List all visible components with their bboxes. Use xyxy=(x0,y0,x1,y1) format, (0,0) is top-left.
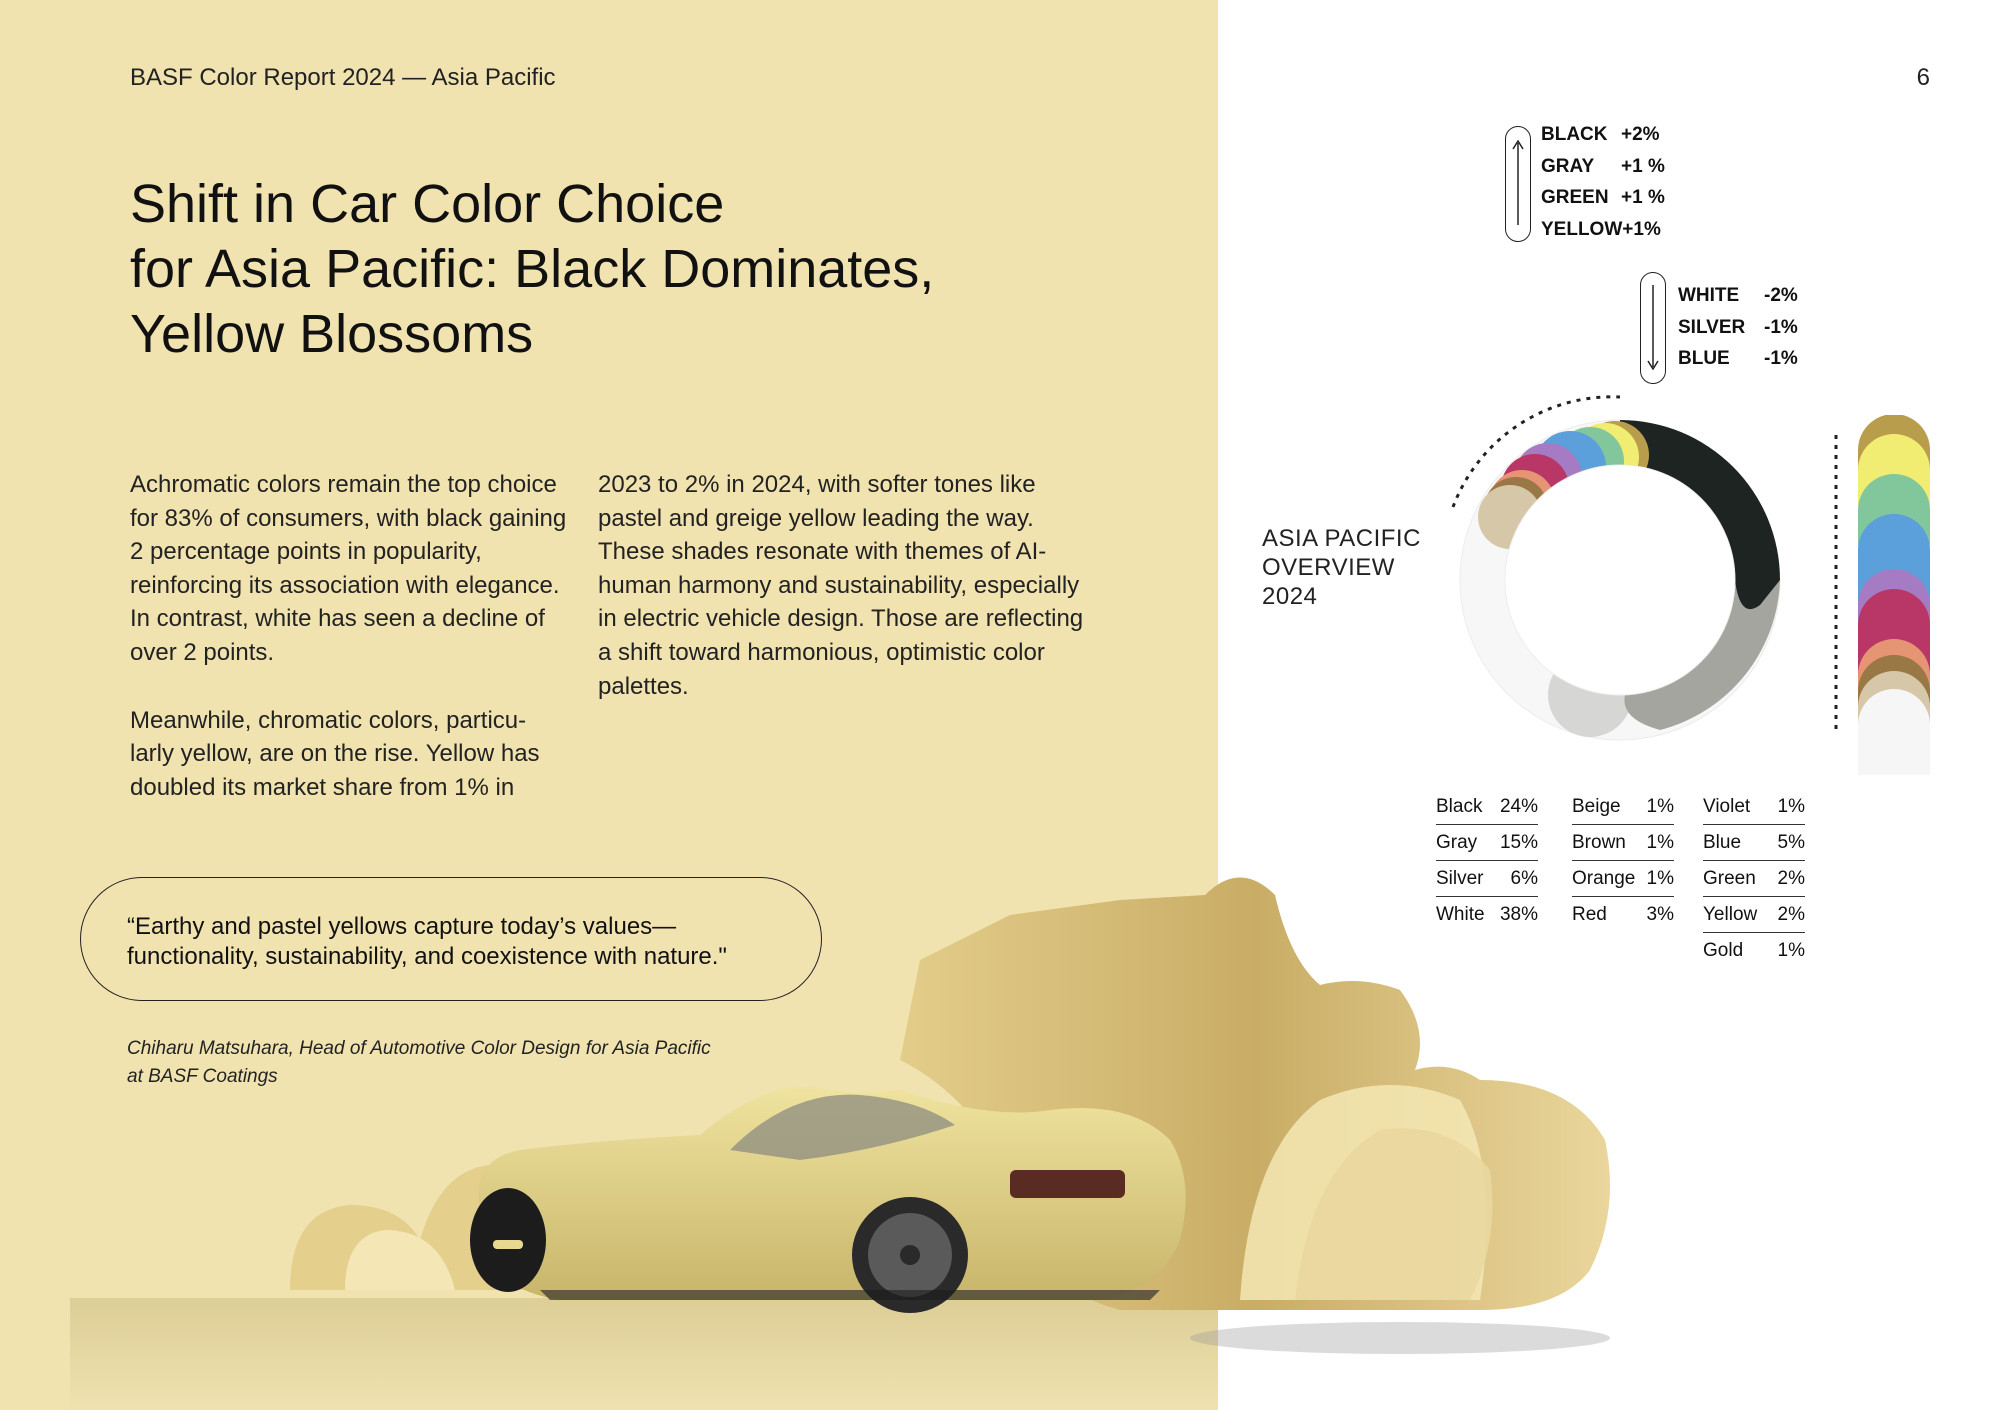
stat-color-name: White xyxy=(1436,904,1485,925)
trend-row xyxy=(1541,187,1665,219)
stat-color-name: Beige xyxy=(1572,796,1621,817)
stat-value: 1% xyxy=(1777,796,1805,817)
trend-down-bracket xyxy=(1640,272,1666,384)
trend-change: +2% xyxy=(1621,124,1660,145)
stat-color-name: Red xyxy=(1572,904,1607,925)
trend-name: YELLOW xyxy=(1541,218,1623,240)
stat-row xyxy=(1703,896,1805,933)
stat-value: 1% xyxy=(1646,832,1674,853)
stat-color-name: Green xyxy=(1703,868,1756,889)
stat-color-name: Gray xyxy=(1436,832,1478,853)
stat-color-name: Black xyxy=(1436,796,1483,817)
trend-row xyxy=(1541,219,1665,251)
stat-value: 1% xyxy=(1646,796,1674,817)
pull-quote xyxy=(80,877,822,1001)
trend-name: BLACK xyxy=(1541,124,1608,145)
overview-label-line: 2024 xyxy=(1262,583,1318,610)
attribution-line: at BASF Coatings xyxy=(127,1066,278,1087)
stat-row xyxy=(1436,788,1538,825)
trend-row xyxy=(1541,124,1665,156)
quote-line: functionality, sustainability, and coexistence with nature." xyxy=(127,943,727,970)
stat-row xyxy=(1572,824,1674,861)
stat-value: 38% xyxy=(1499,904,1538,925)
trend-row xyxy=(1541,156,1665,188)
stat-value: 15% xyxy=(1499,832,1538,853)
stat-value: 2% xyxy=(1777,904,1805,925)
stat-row xyxy=(1436,860,1538,897)
headline-line: for Asia Pacific: Black Dominates, xyxy=(130,239,935,299)
body-column-2 xyxy=(598,468,1098,737)
trend-change: +1 % xyxy=(1621,155,1665,177)
stat-value: 2% xyxy=(1777,868,1805,889)
trend-change: -1% xyxy=(1764,316,1798,338)
trend-up-bracket xyxy=(1505,126,1531,242)
trend-name: SILVER xyxy=(1678,316,1746,338)
stat-color-name: Gold xyxy=(1703,940,1744,961)
stat-color-name: Blue xyxy=(1703,832,1742,853)
stat-value: 1% xyxy=(1646,868,1674,889)
quote-attribution xyxy=(127,1035,767,1091)
trend-row xyxy=(1678,317,1798,349)
color-stack-legend xyxy=(1828,415,1938,785)
stat-row xyxy=(1572,896,1674,932)
stat-color-name: Orange xyxy=(1572,868,1636,889)
trend-change: +1 % xyxy=(1621,187,1665,208)
trend-up-list xyxy=(1541,124,1665,250)
page-number: 6 xyxy=(1916,64,1930,91)
stack-white xyxy=(1858,689,1930,775)
trend-name: GREEN xyxy=(1541,187,1609,208)
attribution-line: Chiharu Matsuhara, Head of Automotive Color Design for Asia Pacific xyxy=(127,1038,711,1059)
stat-value: 1% xyxy=(1777,940,1805,961)
body-column-1 xyxy=(130,468,570,838)
trend-down-list xyxy=(1678,285,1798,380)
stat-value: 6% xyxy=(1510,868,1538,889)
stat-color-name: Silver xyxy=(1436,868,1484,889)
arrow-up-icon xyxy=(1506,127,1530,240)
trend-name: BLUE xyxy=(1678,348,1730,369)
stat-row xyxy=(1436,824,1538,861)
body-paragraph: 2023 to 2% in 2024, with softer tones like pastel and greige yellow leading the way. These shades resonate with themes of AI-human harmony and sustainability, especially in electric vehicle design. Those are reflecting a shift toward harmonious, optimistic color palettes. xyxy=(598,471,1084,700)
stat-color-name: Violet xyxy=(1703,796,1751,817)
page-headline xyxy=(130,172,1030,367)
stat-color-name: Brown xyxy=(1572,832,1626,853)
overview-label-line: ASIA PACIFIC xyxy=(1262,525,1421,552)
stat-row xyxy=(1572,788,1674,825)
overview-label xyxy=(1262,524,1421,611)
stat-row xyxy=(1703,860,1805,897)
body-paragraph: Achromatic colors remain the top choice for 83% of consumers, with black gaining 2 percentage points in popularity, reinforcing its association with elegance. In contrast, white has seen a decline of over 2 points. xyxy=(130,471,567,666)
headline-line: Shift in Car Color Choice xyxy=(130,174,725,234)
report-header-title: BASF Color Report 2024 — Asia Pacific xyxy=(130,64,556,91)
overview-label-line: OVERVIEW xyxy=(1262,554,1395,581)
stat-color-name: Yellow xyxy=(1703,904,1758,925)
trend-change: +1% xyxy=(1622,218,1661,240)
trend-change: -1% xyxy=(1764,348,1798,369)
stat-row xyxy=(1703,824,1805,861)
stat-value: 5% xyxy=(1777,832,1805,853)
trend-name: GRAY xyxy=(1541,155,1595,177)
trend-name: WHITE xyxy=(1678,285,1740,306)
stat-row xyxy=(1703,932,1805,968)
arrow-down-icon xyxy=(1641,273,1665,382)
quote-line: “Earthy and pastel yellows capture today’s values— xyxy=(127,913,677,940)
trend-change: -2% xyxy=(1764,285,1798,306)
color-donut-chart xyxy=(1440,385,1800,745)
stat-row xyxy=(1436,896,1538,932)
stat-row xyxy=(1703,788,1805,825)
trend-row xyxy=(1678,348,1798,380)
stat-value: 3% xyxy=(1646,904,1674,925)
trend-row xyxy=(1678,285,1798,317)
stat-value: 24% xyxy=(1499,796,1538,817)
headline-line: Yellow Blossoms xyxy=(130,304,534,364)
stat-row xyxy=(1572,860,1674,897)
body-paragraph: Meanwhile, chromatic colors, particu-larly yellow, are on the rise. Yellow has doubled its market share from 1% in xyxy=(130,706,540,801)
